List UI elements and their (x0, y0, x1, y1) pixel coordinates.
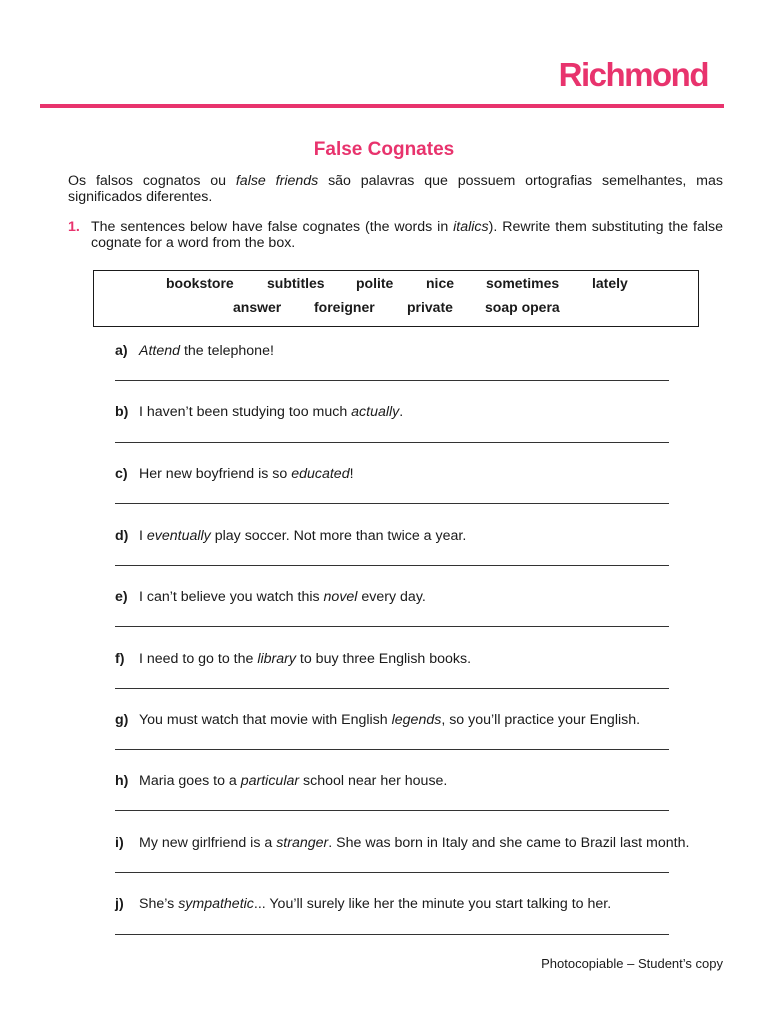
header-divider (40, 104, 724, 108)
word-answer: answer (233, 299, 282, 315)
word-nice: nice (426, 275, 455, 291)
answer-line-h[interactable] (115, 810, 669, 811)
false-cognate: educated (291, 466, 350, 482)
false-cognate: particular (240, 773, 300, 789)
answer-line-b[interactable] (115, 442, 669, 443)
intro-italic: false friends (235, 173, 319, 189)
word-sometimes: sometimes (486, 275, 560, 291)
sentence-start: I can’t believe you watch this (139, 589, 324, 605)
word-subtitles: subtitles (267, 275, 325, 291)
item-letter: e) (115, 589, 128, 605)
answer-line-e[interactable] (115, 626, 669, 627)
word-bookstore: bookstore (166, 275, 234, 291)
sentence-end: every day. (357, 589, 426, 605)
item-letter: h) (115, 773, 129, 789)
sentence-end: play soccer. Not more than twice a year. (210, 528, 467, 544)
task-text-end: ). Rewrite them substituting the false cognate for a word from the box. (91, 219, 723, 251)
sentence-start: I haven’t been studying too much (139, 404, 352, 420)
item-sentence (139, 712, 640, 728)
false-cognate: sympathetic (178, 896, 254, 912)
page-title: False Cognates (313, 139, 455, 160)
intro-text-end: são palavras que possuem ortografias semelhantes, mas significados diferentes. (68, 173, 723, 205)
word-private: private (407, 299, 453, 315)
sentence-end: ! (349, 466, 354, 482)
sentence-start: Maria goes to a (139, 773, 241, 789)
false-cognate: actually (351, 404, 400, 420)
false-cognate: novel (323, 589, 358, 605)
item-sentence (139, 343, 274, 359)
word-lately: lately (592, 275, 628, 291)
sentence-end: . (399, 404, 404, 420)
answer-line-j[interactable] (115, 934, 669, 935)
sentence-start: I (139, 528, 147, 544)
false-cognate: eventually (146, 528, 211, 544)
sentence-start: My new girlfriend is a (139, 835, 277, 851)
item-letter: f) (115, 651, 125, 667)
sentence-end: . She was born in Italy and she came to Brazil last month. (328, 835, 690, 851)
richmond-logo: Richmond (558, 56, 708, 93)
item-sentence (139, 466, 354, 482)
answer-line-d[interactable] (115, 565, 669, 566)
false-cognate: library (257, 651, 296, 667)
task-text (91, 219, 723, 251)
sentence-start: I need to go to the (139, 651, 258, 667)
word-soap-opera: soap opera (485, 299, 560, 315)
sentence-end: to buy three English books. (295, 651, 472, 667)
task-text-start: The sentences below have false cognates (the words in (91, 219, 454, 235)
answer-line-a[interactable] (115, 380, 669, 381)
item-sentence (139, 404, 403, 420)
sentence-end: ... You’ll surely like her the minute you start talking to her. (253, 896, 612, 912)
item-letter: g) (115, 712, 129, 728)
sentence-start: She’s (139, 896, 179, 912)
false-cognate: legends (391, 712, 442, 728)
task-text-italic: italics (453, 219, 489, 235)
item-sentence (139, 589, 426, 605)
intro-text: Os falsos cognatos ou (68, 173, 236, 189)
footer-note: Photocopiable – Student’s copy (541, 956, 723, 971)
false-cognate: Attend (139, 343, 181, 359)
item-sentence (139, 773, 447, 789)
word-foreigner: foreigner (314, 299, 375, 315)
item-letter: d) (115, 528, 129, 544)
item-letter: j) (115, 896, 124, 912)
item-letter: c) (115, 466, 128, 482)
item-letter: i) (115, 835, 124, 851)
sentence-start: Her new boyfriend is so (139, 466, 292, 482)
sentence-end: the telephone! (180, 343, 274, 359)
false-cognate: stranger (276, 835, 329, 851)
intro-paragraph (68, 173, 723, 205)
sentence-start: You must watch that movie with English (139, 712, 392, 728)
word-box (93, 270, 699, 327)
item-sentence (139, 651, 471, 667)
sentence-end: school near her house. (299, 773, 448, 789)
answer-line-g[interactable] (115, 749, 669, 750)
task-instruction (68, 219, 723, 251)
task-number: 1. (68, 219, 80, 235)
word-polite: polite (356, 275, 394, 291)
item-letter: b) (115, 404, 129, 420)
answer-line-f[interactable] (115, 688, 669, 689)
item-sentence (139, 835, 689, 851)
item-sentence (139, 528, 466, 544)
answer-line-i[interactable] (115, 872, 669, 873)
item-sentence (139, 896, 611, 912)
item-letter: a) (115, 343, 128, 359)
sentence-end: , so you’ll practice your English. (441, 712, 641, 728)
answer-line-c[interactable] (115, 503, 669, 504)
